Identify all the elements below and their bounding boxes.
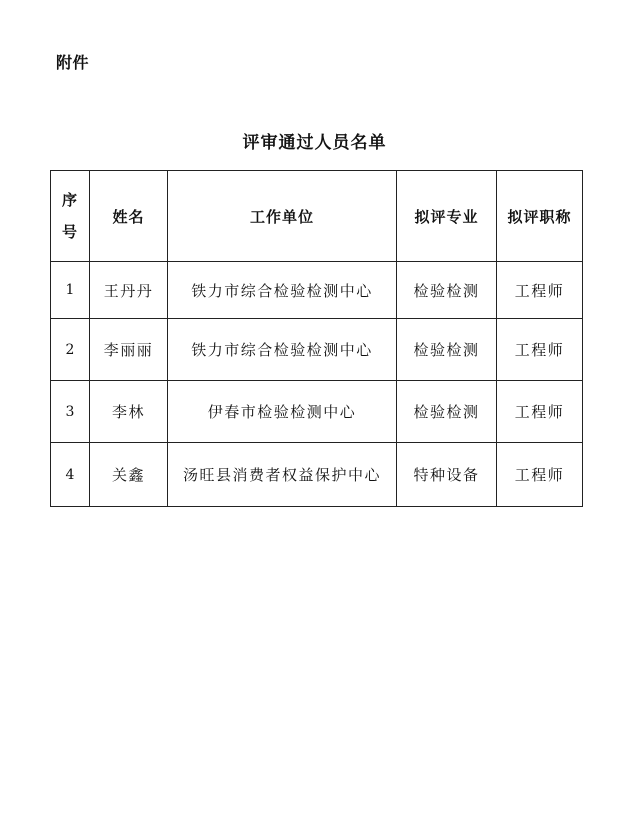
cell-name: 王丹丹 [90, 262, 168, 319]
header-org: 工作单位 [168, 171, 397, 262]
header-seq-line2: 号 [61, 223, 78, 241]
cell-title: 工程师 [497, 381, 583, 443]
cell-seq: 1 [51, 262, 90, 319]
table-row [51, 443, 583, 507]
cell-seq: 3 [51, 381, 90, 443]
cell-major: 检验检测 [397, 381, 497, 443]
cell-seq: 4 [51, 443, 90, 507]
cell-seq: 2 [51, 319, 90, 381]
cell-name: 关鑫 [90, 443, 168, 507]
header-seq-line1: 序 [61, 191, 78, 209]
cell-org: 汤旺县消费者权益保护中心 [168, 443, 397, 507]
cell-major: 特种设备 [397, 443, 497, 507]
header-title: 拟评职称 [497, 171, 583, 262]
header-major: 拟评专业 [397, 171, 497, 262]
header-seq [51, 171, 90, 262]
table-row [51, 381, 583, 443]
document-title: 评审通过人员名单 [242, 133, 387, 153]
table-header-row [51, 171, 583, 262]
cell-title: 工程师 [497, 319, 583, 381]
table-row [51, 262, 583, 319]
roster-table [50, 170, 583, 507]
cell-org: 铁力市综合检验检测中心 [168, 319, 397, 381]
cell-org: 铁力市综合检验检测中心 [168, 262, 397, 319]
attachment-label: 附件 [56, 53, 90, 72]
cell-name: 李林 [90, 381, 168, 443]
table-row [51, 319, 583, 381]
cell-title: 工程师 [497, 443, 583, 507]
cell-org: 伊春市检验检测中心 [168, 381, 397, 443]
header-name: 姓名 [90, 171, 168, 262]
cell-name: 李丽丽 [90, 319, 168, 381]
cell-title: 工程师 [497, 262, 583, 319]
cell-major: 检验检测 [397, 319, 497, 381]
cell-major: 检验检测 [397, 262, 497, 319]
